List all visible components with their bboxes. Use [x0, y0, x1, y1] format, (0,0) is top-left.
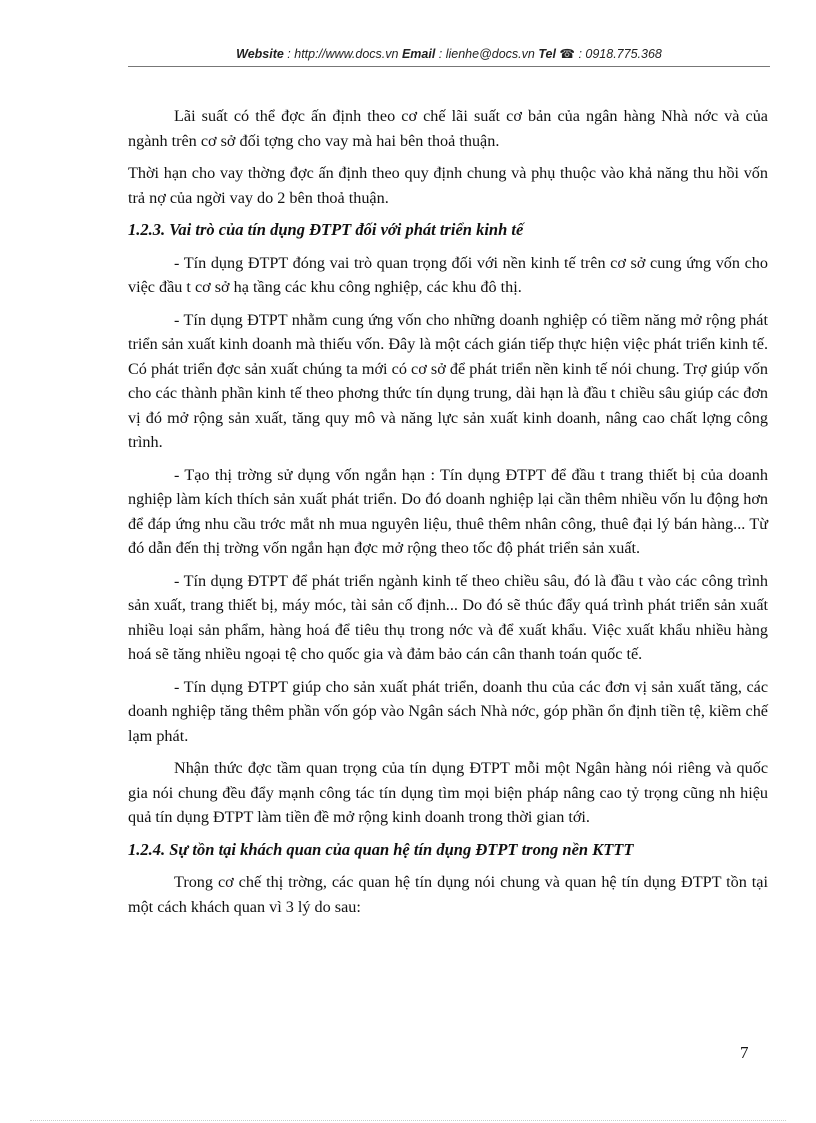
footer-divider: [30, 1120, 786, 1121]
paragraph-5: - Tạo thị trờng sử dụng vốn ngắn hạn : Tín dụng ĐTPT để đầu t trang thiết bị của doanh nghiệp làm kích thích sản xuất phát triển. Do đó doanh nghiệp lại cần thêm nhiều vốn lu động hơn để đáp ứng nhu cầu trớc mắt nh mua nguyên liệu, thuê thêm nhân công, thuê đại lý bán hàng... Từ đó dẫn đến thị trờng vốn ngắn hạn đợc mở rộng theo tốc độ phát triển sản xuất.: [128, 465, 768, 557]
paragraph-3: - Tín dụng ĐTPT đóng vai trò quan trọng đối với nền kinh tế trên cơ sở cung ứng vốn cho việc đầu t cơ sở hạ tầng các khu công nghiệp, các khu đô thị.: [128, 253, 768, 296]
page-header: [128, 46, 770, 61]
page-number: 7: [740, 1043, 749, 1062]
email-value: : lienhe@docs.vn: [435, 47, 539, 61]
website-label: Website: [236, 47, 284, 61]
paragraph-1: Lãi suất có thể đợc ấn định theo cơ chế lãi suất cơ bản của ngân hàng Nhà nớc và của ngành trên cơ sở đối tợng cho vay mà hai bên thoả thuận.: [128, 107, 768, 150]
tel-value: ☎ : 0918.775.368: [555, 47, 662, 61]
document-body: [128, 104, 768, 927]
paragraph-2: Thời hạn cho vay thờng đợc ấn định theo quy định chung và phụ thuộc vào khả năng thu hồi vốn trả nợ của ngời vay do 2 bên thoả thuận.: [128, 164, 768, 207]
paragraph-6: - Tín dụng ĐTPT để phát triển ngành kinh tế theo chiều sâu, đó là đầu t vào các công trình sản xuất, trang thiết bị, máy móc, tài sản cố định... Do đó sẽ thúc đẩy quá trình phát triển sản xuất nhiều loại sản phẩm, hàng hoá để tiêu thụ trong nớc và để xuất khẩu. Việc xuất khẩu nhiều hàng hoá sẽ tăng nhiều ngoại tệ cho quốc gia và đảm bảo cán cân thanh toán quốc tế.: [128, 571, 768, 663]
paragraph-8: Nhận thức đợc tầm quan trọng của tín dụng ĐTPT mỗi một Ngân hàng nói riêng và quốc gia nói chung đều đẩy mạnh công tác tín dụng tìm mọi biện pháp nâng cao tỷ trọng cũng nh hiệu quả tín dụng ĐTPT làm tiền đề mở rộng kinh doanh trong thời gian tới.: [128, 759, 768, 826]
paragraph-9: Trong cơ chế thị trờng, các quan hệ tín dụng nói chung và quan hệ tín dụng ĐTPT tồn tại một cách khách quan vì 3 lý do sau:: [128, 873, 768, 916]
email-label: Email: [401, 47, 436, 61]
section-heading-1-2-3: 1.2.3. Vai trò của tín dụng ĐTPT đối với phát triển kinh tế: [128, 220, 524, 239]
tel-label: Tel: [538, 47, 556, 61]
paragraph-4: - Tín dụng ĐTPT nhằm cung ứng vốn cho những doanh nghiệp có tiềm năng mở rộng phát triển sản xuất kinh doanh mà thiếu vốn. Đây là một cách gián tiếp thực hiện việc phát triển kinh tế. Có phát triển đợc sản xuất chúng ta mới có cơ sở để phát triển nền kinh tế nói chung. Trợ giúp vốn cho các thành phần kinh tế theo phơng thức tín dụng trung, dài hạn là đầu t chiều sâu giúp các đơn vị đó mở rộng sản xuất, tăng quy mô và năng lực sản xuất kinh doanh, nâng cao chất lợng công trình.: [128, 310, 768, 451]
header-divider: [128, 66, 770, 67]
paragraph-7: - Tín dụng ĐTPT giúp cho sản xuất phát triển, doanh thu của các đơn vị sản xuất tăng, các doanh nghiệp tăng thêm phần vốn góp vào Ngân sách Nhà nớc, góp phần ổn định tiền tệ, kiềm chế lạm phát.: [128, 677, 768, 745]
section-heading-1-2-4: 1.2.4. Sự tồn tại khách quan của quan hệ tín dụng ĐTPT trong nền KTTT: [128, 839, 634, 859]
website-value: : http://www.docs.vn: [283, 47, 402, 61]
